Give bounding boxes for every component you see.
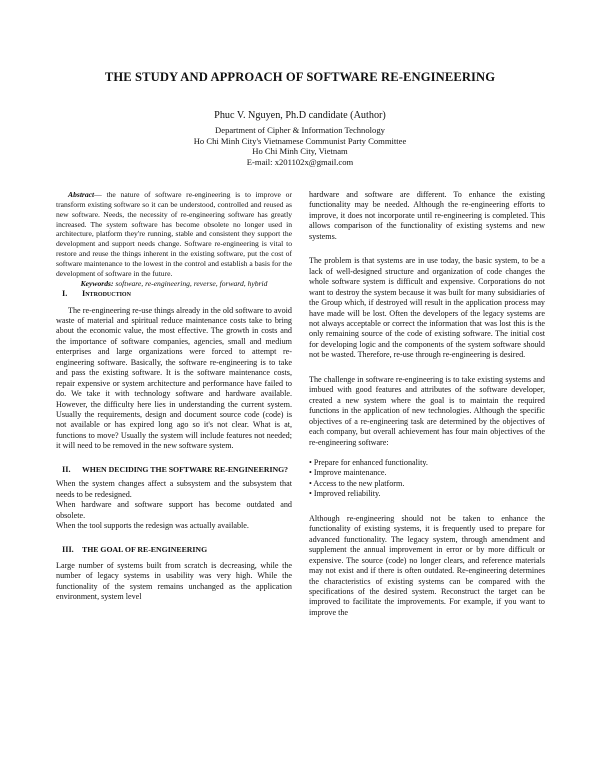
keywords-label: Keywords: [80, 278, 114, 288]
section-number: III. [62, 544, 74, 554]
when-line-2: When hardware and software support has become outdated and obsolete. [56, 500, 292, 520]
section-number: I. [62, 289, 68, 299]
section-title: WHEN DECIDING THE SOFTWARE RE-ENGINEERING? [82, 464, 289, 474]
right-paragraph-2: The problem is that systems are in use today, the basic system, to be a lack of well-designed structure and organization of code changes the whole software system is difficult and expensive. Corporations do not want to destroy the system because it was built for many subsidiaries of the Group which, if destroyed will result in the application process may have made will be lost. Often the developers of the legacy systems are not always acceptable or correct the information that was lost this is the only remaining source of the code of existing software. The initial cost for developing logic and the components of the system software should not be wasted. Therefore, re-use through re-engineering is desired. [309, 256, 545, 360]
section-heading-when-deciding [56, 465, 292, 475]
author-name: Phuc V. Nguyen, Ph.D candidate (Author) [214, 110, 386, 121]
right-paragraph-3: The challenge in software re-engineering is to take existing systems and imbued with good features and attributes of the software developer, created a new system where the goal is to maintain the required functions in the application of new technologies. Although the specific objectives of a re-engineering task are determined by the objectives of each company, but overall achievement has four main objectives of the re-engineering software: [309, 374, 545, 447]
paper-title: THE STUDY AND APPROACH OF SOFTWARE RE-ENGINEERING [104, 70, 496, 84]
left-column [56, 190, 292, 603]
abstract-label: Abstract [68, 190, 95, 199]
section-title: THE GOAL OF RE-ENGINEERING [82, 544, 208, 554]
section-heading-goal [56, 545, 292, 555]
when-line-1: When the system changes affect a subsystem and the subsystem that needs to be redesigned. [56, 479, 292, 499]
keywords [56, 279, 292, 289]
section-number: II. [62, 464, 71, 474]
right-paragraph-1: hardware and software are different. To enhance the existing functionality may be needed. Although the re-engineering efforts to improve, it does not incorporate until re-engineering is completed. This allows comparison of the functionality of existing systems and new systems. [309, 190, 545, 241]
intro-paragraph: The re-engineering re-use things already in the old software to avoid waste of material and spiritual reduce maintenance costs take to bring about the economic value, the most effective. The growth in costs and the importance of software companies, agencies, small and medium enterprises and large organizations were forced to attempt re-engineering software. Basically, the software re-engineering is to take and pass the existing software. It is the software maintenance costs, repair expensive or system architecture and performance have failed to do. We take it with technology software and hardware available. However, the difficulty here lies in understanding the current system. Usually the requirements, design and document source code (code) is not available or has expired long ago so it's not clear. What is at, functions to move? Usually the system will include features not needed; it will need to be removed in the new software system. [56, 305, 292, 451]
keywords-text: software, re-engineering, reverse, forward, hybrid [115, 278, 268, 288]
right-paragraph-4: Although re-engineering should not be taken to enhance the functionality of existing systems, it is frequently used to prepare for advanced functionality. The legacy system, through amendment and supplement the annual improvement in error or by more difficult or expensive. The source (code) no longer clears, and reference materials may not exist and if there is often outdated. Re-engineering determines the characteristics of existing systems can be compared with the specifications of the desired system. Reconstruct the target can be improved to facilitate the improvements. For example, if you want to improve the [309, 513, 545, 617]
when-line-3: When the tool supports the redesign was actually available. [56, 521, 249, 531]
objective-bullet-2: • Improve maintenance. [309, 468, 387, 478]
objective-bullet-4: • Improved reliability. [309, 489, 381, 499]
section-heading-introduction [56, 289, 292, 299]
goal-paragraph: Large number of systems built from scratch is decreasing, while the number of legacy systems in usability was very high. While the functionality of the system remains unchanged as the application environment, system level [56, 561, 292, 602]
abstract [56, 190, 292, 279]
objective-bullet-3: • Access to the new platform. [309, 478, 405, 488]
author-email: E-mail: x201102x@gmail.com [246, 156, 354, 167]
affiliation-department: Department of Cipher & Information Technology [215, 125, 385, 135]
affiliation-location: Ho Chi Minh City, Vietnam [252, 146, 348, 156]
right-column [309, 190, 545, 618]
abstract-text: — the nature of software re-engineering is to improve or transform existing software so it can be understood, controlled and reused as new software. Needs, the necessity of re-engineering software has greatly increased. The system software has become obsolete no longer used in architecture, platform they're running, stable and consistent they support the development and support needs change. Software re-engineering is vital to restore and reuse the things inherent in the existing software, put the cost of software maintenance to the lowest in the control and establish a basis for the development of software in the future. [56, 190, 292, 278]
section-title: Introduction [82, 289, 131, 299]
objective-bullet-1: • Prepare for enhanced functionality. [309, 457, 428, 467]
affiliation-organization: Ho Chi Minh City's Vietnamese Communist Party Committee [193, 135, 407, 146]
